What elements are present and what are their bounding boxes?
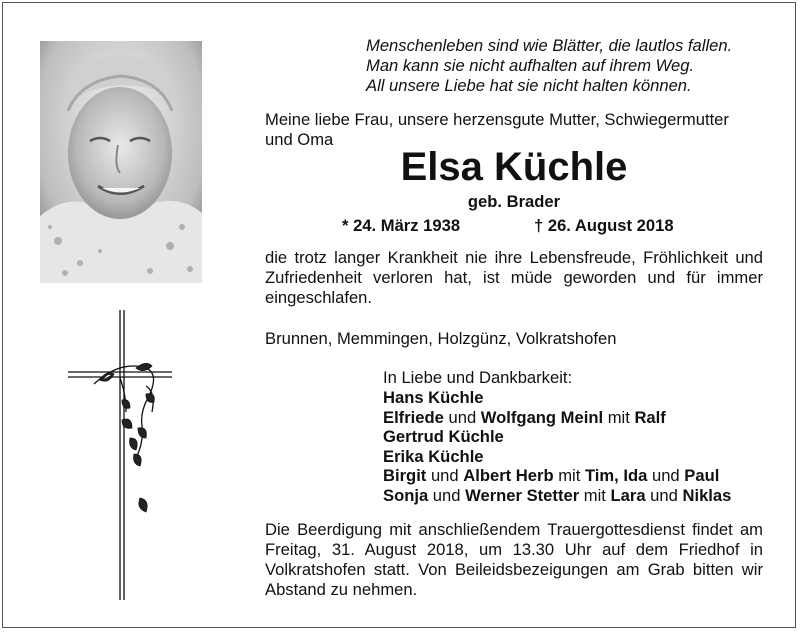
mourner-name: Hans Küchle	[383, 388, 484, 407]
mourner-name: Tim, Ida	[584, 466, 648, 486]
connector-text: mit	[553, 466, 585, 486]
connector-text: und	[647, 466, 685, 486]
connector-text: und	[645, 485, 683, 505]
intro-line: und Oma	[265, 130, 334, 149]
mourner-name: Lara	[610, 485, 646, 505]
mourner-row	[383, 486, 731, 506]
maiden-name: geb. Brader	[467, 192, 561, 211]
mourner-name: Erika Küchle	[383, 446, 484, 466]
mourner-name: Paul	[684, 466, 720, 486]
mourners-heading: In Liebe und Dankbarkeit:	[383, 368, 573, 387]
mourner-name: Werner Stetter	[465, 485, 580, 505]
mourner-row	[383, 427, 731, 447]
connector-text: und	[443, 407, 481, 427]
cross-with-leaves-icon	[60, 308, 190, 613]
birth-date: * 24. März 1938	[342, 216, 461, 235]
tribute-paragraph: die trotz langer Krankheit nie ihre Lebensfreude, Fröhlichkeit und Zufriedenheit verloren hat, ist müde geworden und für immer eingeschlafen.	[265, 248, 763, 307]
death-date: † 26. August 2018	[534, 216, 674, 235]
mourner-row	[383, 466, 731, 486]
mourner-row	[383, 408, 731, 428]
connector-text: und	[428, 485, 466, 505]
mourner-row	[383, 388, 731, 408]
mourners-list	[383, 388, 731, 506]
connector-text: mit	[579, 485, 611, 505]
mourner-name: Ralf	[634, 407, 666, 427]
mourner-name: Wolfgang Meinl	[480, 407, 604, 427]
poem-line: All unsere Liebe hat sie nicht halten können.	[366, 76, 692, 95]
mourner-name: Sonja	[383, 485, 429, 505]
mourner-name: Niklas	[682, 485, 732, 505]
poem-line: Menschenleben sind wie Blätter, die lautlos fallen.	[366, 36, 733, 55]
mourner-name: Elfriede	[383, 407, 444, 427]
mourner-name: Birgit	[383, 466, 427, 486]
connector-text: mit	[603, 407, 635, 427]
deceased-name: Elsa Küchle	[400, 145, 628, 189]
connector-text: und	[426, 466, 464, 486]
funeral-paragraph: Die Beerdigung mit anschließendem Trauergottesdienst findet am Freitag, 31. August 2018, um 13.30 Uhr auf dem Friedhof in Volkratshofen statt. Von Beileidsbezeigungen am Grab bitten wir Abstand zu nehmen.	[265, 520, 763, 599]
mourner-name: Gertrud Küchle	[383, 427, 504, 447]
places-line: Brunnen, Memmingen, Holzgünz, Volkratshofen	[265, 329, 617, 348]
poem	[366, 36, 786, 96]
poem-line: Man kann sie nicht aufhalten auf ihrem Weg.	[366, 56, 695, 75]
mourner-name: Albert Herb	[463, 466, 554, 486]
portrait-photo	[40, 41, 202, 283]
mourner-row	[383, 447, 731, 467]
intro-line: Meine liebe Frau, unsere herzensgute Mutter, Schwiegermutter	[265, 110, 729, 129]
